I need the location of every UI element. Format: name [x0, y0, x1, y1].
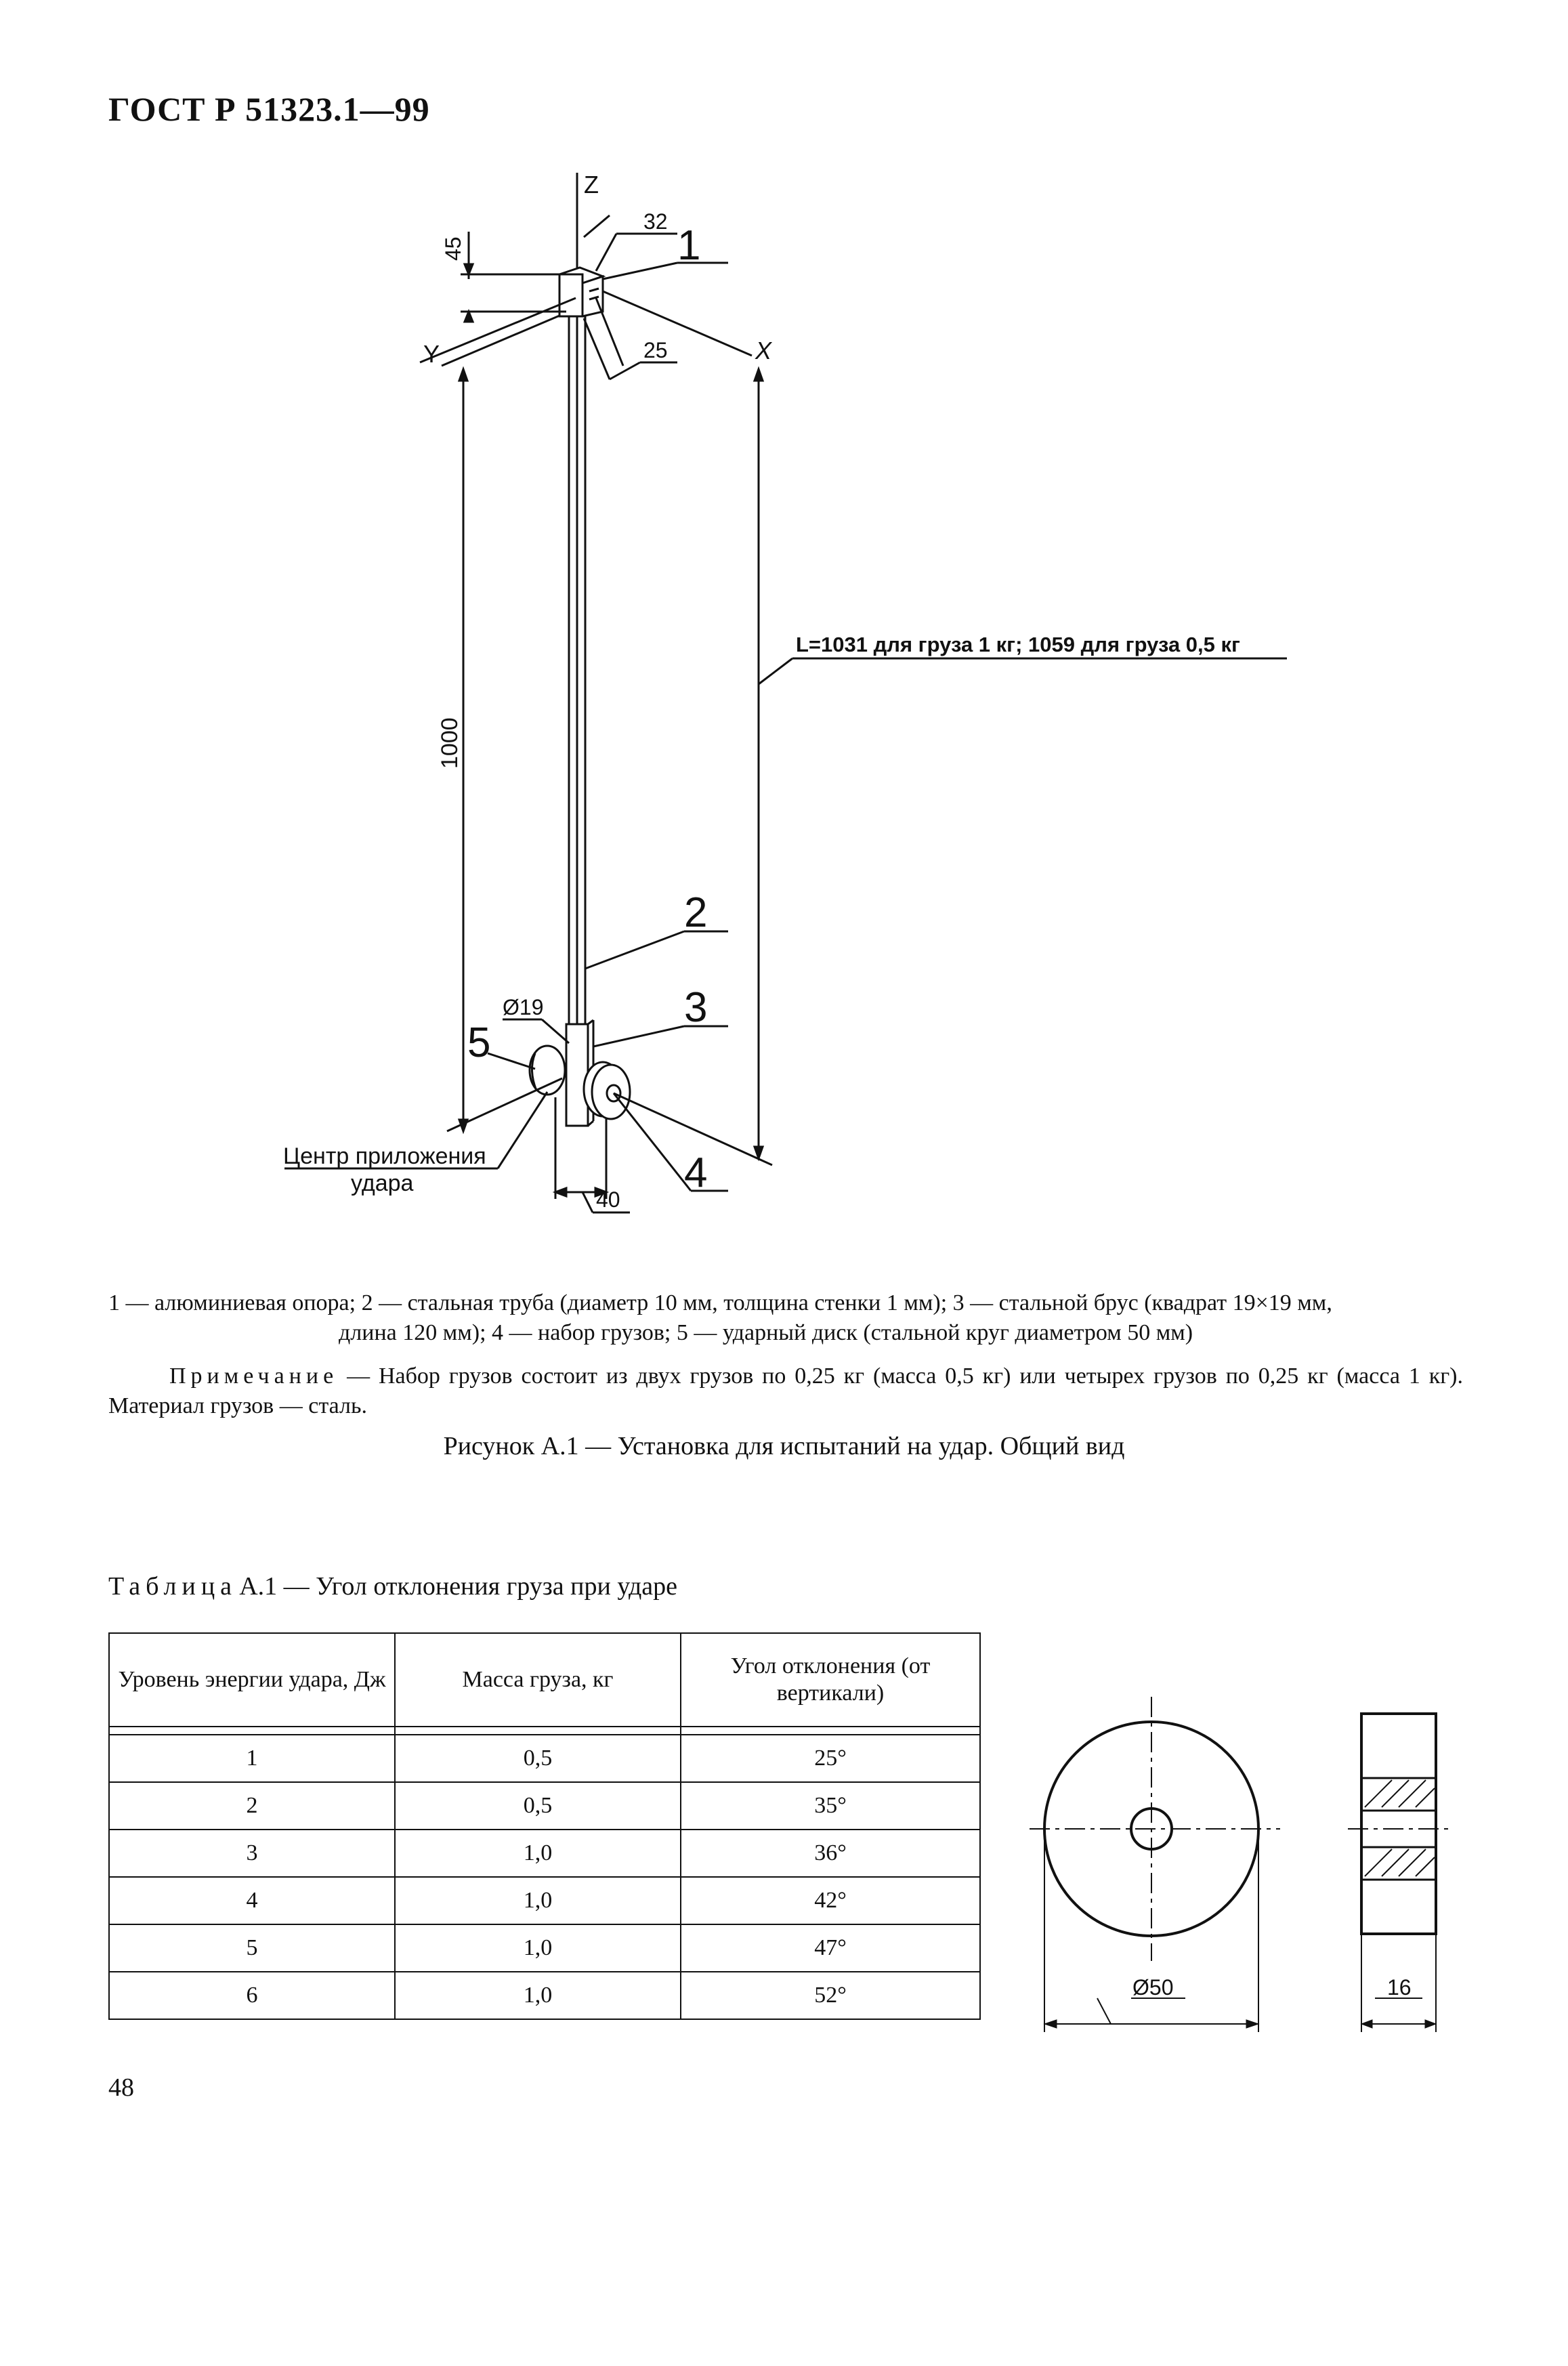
cell-mass: 1,0 — [395, 1972, 681, 2019]
cell-energy: 2 — [109, 1782, 395, 1830]
cell-energy: 6 — [109, 1972, 395, 2019]
disk-thickness-label: 16 — [1387, 1975, 1412, 2000]
note-text: — Набор грузов состоит из двух грузов по 0,25 кг (масса 0,5 кг) или четырех грузов по 0,25 кг (масса 1 кг). Материал грузов — сталь. — [108, 1364, 1463, 1418]
dim-40-label: 40 — [596, 1187, 620, 1212]
impact-center-label-1: Центр приложения — [283, 1143, 486, 1169]
cell-mass: 1,0 — [395, 1877, 681, 1924]
dim-length-label: L=1031 для груза 1 кг; 1059 для груза 0,5 кг — [796, 633, 1240, 656]
disk-diameter-label: Ø50 — [1132, 1975, 1174, 2000]
cell-mass: 1,0 — [395, 1830, 681, 1877]
cell-energy: 5 — [109, 1924, 395, 1972]
figure-legend — [108, 1288, 1463, 1348]
callout-3: 3 — [684, 984, 708, 1031]
cell-mass: 1,0 — [395, 1924, 681, 1972]
cell-energy: 1 — [109, 1735, 395, 1782]
callout-1: 1 — [677, 222, 701, 269]
page-number: 48 — [108, 2073, 134, 2102]
axis-y-label: Y — [423, 340, 440, 368]
cell-angle: 36° — [681, 1830, 980, 1877]
cell-angle: 42° — [681, 1877, 980, 1924]
cell-angle: 47° — [681, 1924, 980, 1972]
dim-45-label: 45 — [441, 236, 465, 261]
legend-line-1: 1 — алюминиевая опора; 2 — стальная труба (диаметр 10 мм, толщина стенки 1 мм); 3 — стальной брус (квадрат 19×19 мм, — [108, 1290, 1332, 1315]
cell-mass: 0,5 — [395, 1782, 681, 1830]
header-energy: Уровень энергии удара, Дж — [109, 1633, 395, 1727]
table-caption — [108, 1571, 677, 1601]
table-header-row — [109, 1633, 980, 1727]
cell-angle: 52° — [681, 1972, 980, 2019]
table-row — [109, 1735, 980, 1782]
dim-d19-label: Ø19 — [503, 995, 544, 1019]
cell-energy: 4 — [109, 1877, 395, 1924]
header-angle: Угол отклонения (от вертикали) — [681, 1633, 980, 1727]
figure-note — [108, 1361, 1463, 1421]
axis-x-label: X — [755, 337, 772, 364]
figure-caption: Рисунок А.1 — Установка для испытаний на удар. Общий вид — [443, 1432, 1125, 1460]
cell-angle: 35° — [681, 1782, 980, 1830]
cell-angle: 25° — [681, 1735, 980, 1782]
header-mass: Масса груза, кг — [395, 1633, 681, 1727]
table-row — [109, 1782, 980, 1830]
impact-center-label-2: удара — [351, 1170, 414, 1196]
note-label: Примечание — [169, 1364, 339, 1389]
table-caption-label: Таблица — [108, 1572, 238, 1601]
table-row — [109, 1924, 980, 1972]
table-caption-text: А.1 — Угол отклонения груза при ударе — [239, 1572, 678, 1601]
table-row — [109, 1830, 980, 1877]
cell-energy: 3 — [109, 1830, 395, 1877]
table-row — [109, 1972, 980, 2019]
deflection-angle-table — [108, 1632, 981, 2020]
dim-32-label: 32 — [643, 209, 668, 234]
dim-1000-label: 1000 — [437, 717, 463, 769]
document-header: ГОСТ Р 51323.1—99 — [108, 90, 430, 128]
callout-4: 4 — [684, 1149, 708, 1196]
cell-mass: 0,5 — [395, 1735, 681, 1782]
legend-line-2: длина 120 мм); 4 — набор грузов; 5 — ударный диск (стальной круг диаметром 50 мм) — [339, 1320, 1193, 1345]
weights-set — [584, 1062, 630, 1119]
callout-2: 2 — [684, 889, 708, 936]
table-row — [109, 1877, 980, 1924]
dim-25-label: 25 — [643, 338, 668, 362]
callout-5: 5 — [467, 1019, 491, 1066]
axis-z-label: Z — [584, 171, 599, 198]
